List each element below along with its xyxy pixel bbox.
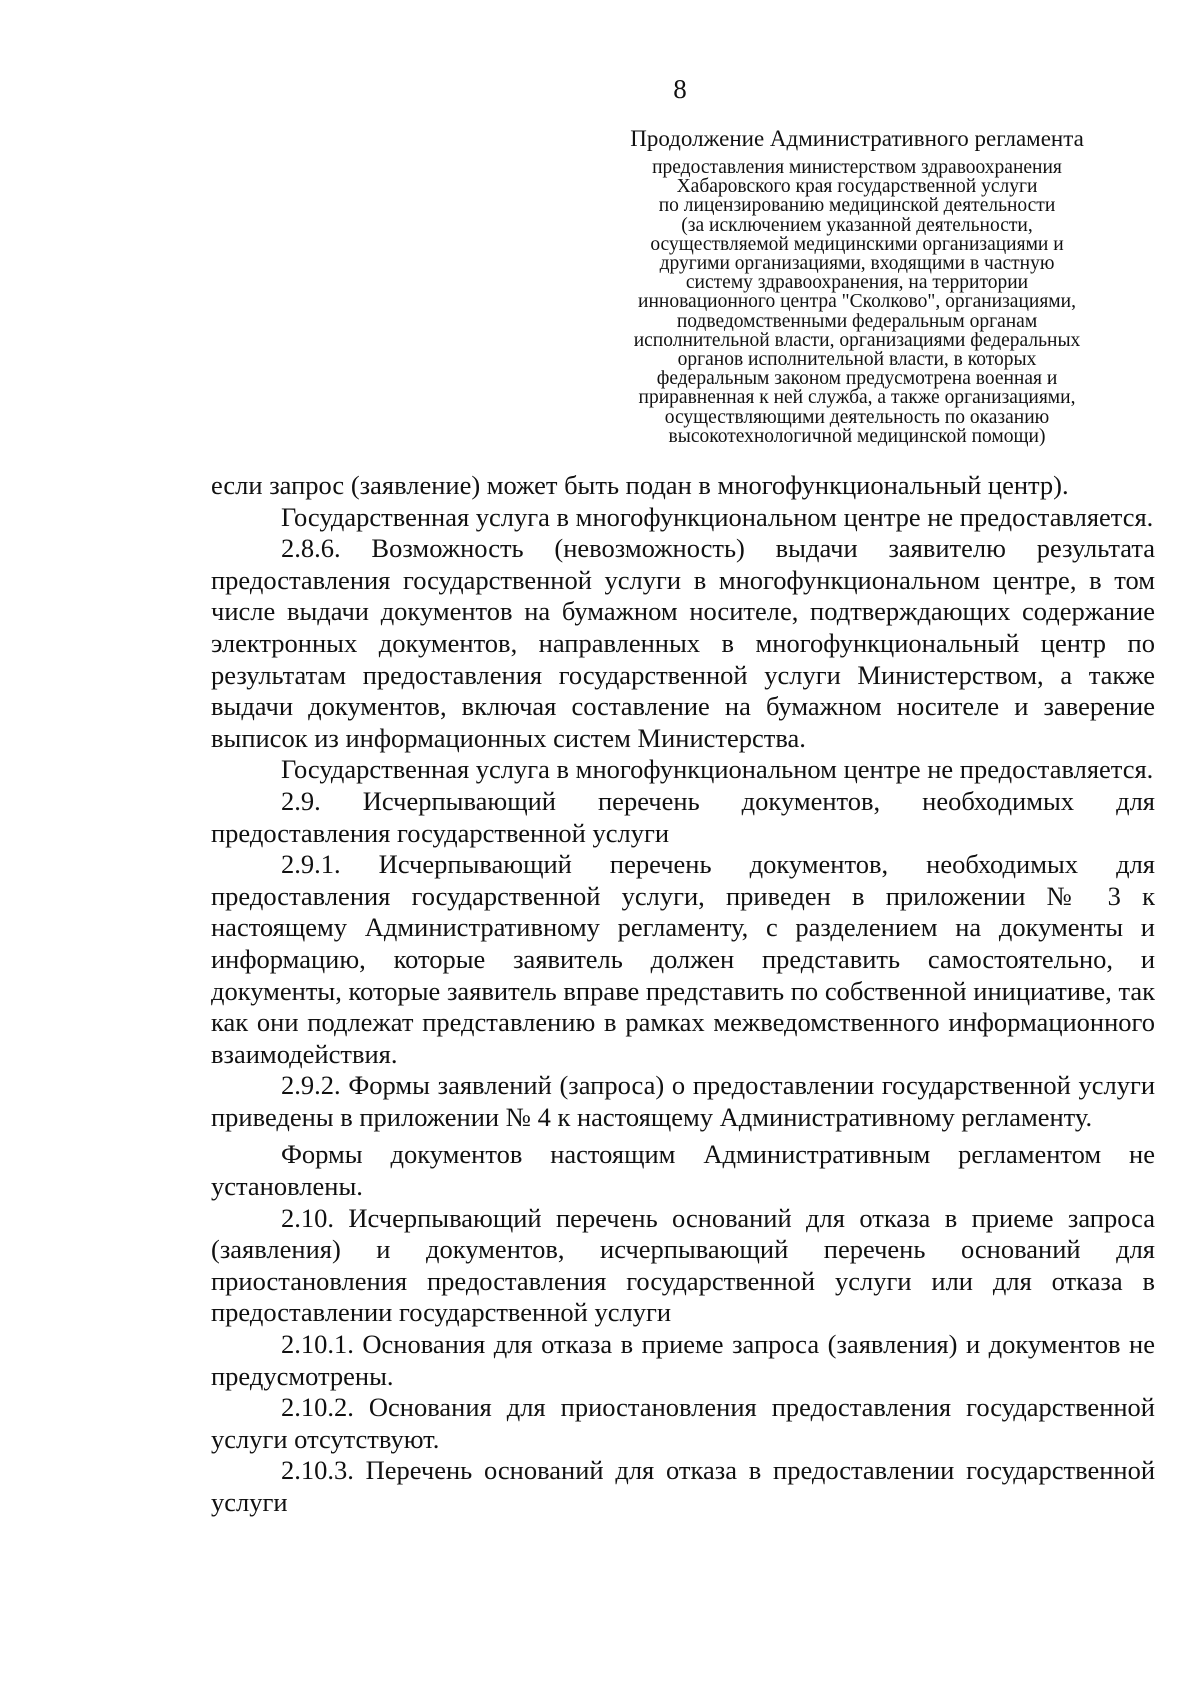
- header-line: приравненная к ней служба, а также организациями,: [638, 387, 1076, 409]
- header-line: федеральным законом предусмотрена военная и: [656, 368, 1058, 390]
- body-paragraph: Государственная услуга в многофункциональном центре не предоставляется.: [281, 501, 1154, 532]
- section-heading: 2.10.3. Перечень оснований для отказа в предоставлении государственной услуги: [211, 1455, 1155, 1517]
- header-line: подведомственными федеральным органам: [676, 310, 1038, 332]
- body-paragraph: 2.10.1. Основания для отказа в приеме запроса (заявления) и документов не предусмотрены.: [211, 1329, 1155, 1391]
- document-body: [211, 470, 1155, 1519]
- section-heading: 2.9. Исчерпывающий перечень документов, необходимых для предоставления государственной услуги: [211, 785, 1155, 848]
- header-line: высокотехнологичной медицинской помощи): [668, 425, 1046, 447]
- header-line: инновационного центра "Сколково", организациями,: [638, 291, 1076, 313]
- page-number: 8: [673, 74, 687, 104]
- header-line: органов исполнительной власти, в которых: [677, 349, 1037, 371]
- body-paragraph: 2.9.2. Формы заявлений (запроса) о предоставлении государственной услуги приведены в приложении № 4 к настоящему Административному регламенту.: [211, 1070, 1155, 1132]
- body-paragraph: 2.9.1. Исчерпывающий перечень документов, необходимых для предоставления государственной услуги, приведен в приложении № 3 к настоящему Административному регламенту, с разделением на документы и информацию, которые заявитель должен представить самостоятельно, и документы, которые заявитель вправе представить по собственной инициативе, так как они подлежат представлению в рамках межведомственного информационного взаимодействия.: [211, 849, 1155, 1069]
- body-paragraph: Формы документов настоящим Административным регламентом не установлены.: [211, 1139, 1155, 1202]
- body-paragraph: если запрос (заявление) может быть подан в многофункциональный центр).: [211, 470, 1069, 500]
- header-line: другими организациями, входящими в частную: [659, 253, 1055, 275]
- regulation-header: [592, 124, 1122, 446]
- header-line: по лицензированию медицинской деятельности: [658, 195, 1056, 217]
- header-line: Хабаровского края государственной услуги: [676, 176, 1038, 198]
- header-line: (за исключением указанной деятельности,: [681, 214, 1033, 236]
- section-heading: 2.10. Исчерпывающий перечень оснований для отказа в приеме запроса (заявления) и документов, исчерпывающий перечень оснований для приостановления предоставления государственной услуги или для отказа в предоставлении государственной услуги: [211, 1202, 1155, 1328]
- header-lines: [592, 158, 1122, 446]
- header-line: систему здравоохранения, на территории: [685, 272, 1029, 294]
- header-line: осуществляющими деятельность по оказанию: [664, 406, 1050, 428]
- body-paragraph: 2.8.6. Возможность (невозможность) выдачи заявителю результата предоставления государственной услуги в многофункциональном центре, в том числе выдачи документов на бумажном носителе, подтверждающих содержание электронных документов, направленных в многофункциональный центр по результатам предоставления государственной услуги Министерством, а также выдачи документов, включая составление на бумажном носителе и заверение выписок из информационных систем Министерства.: [211, 533, 1155, 753]
- header-line: предоставления министерством здравоохранения: [652, 157, 1062, 178]
- header-title: Продолжение Административного регламента: [630, 126, 1084, 151]
- header-line: исполнительной власти, организациями федеральных: [633, 329, 1081, 351]
- body-paragraph: 2.10.2. Основания для приостановления предоставления государственной услуги отсутствуют.: [211, 1392, 1155, 1454]
- body-paragraph: Государственная услуга в многофункциональном центре не предоставляется.: [281, 754, 1154, 785]
- header-line: осуществляемой медицинскими организациями и: [650, 233, 1064, 255]
